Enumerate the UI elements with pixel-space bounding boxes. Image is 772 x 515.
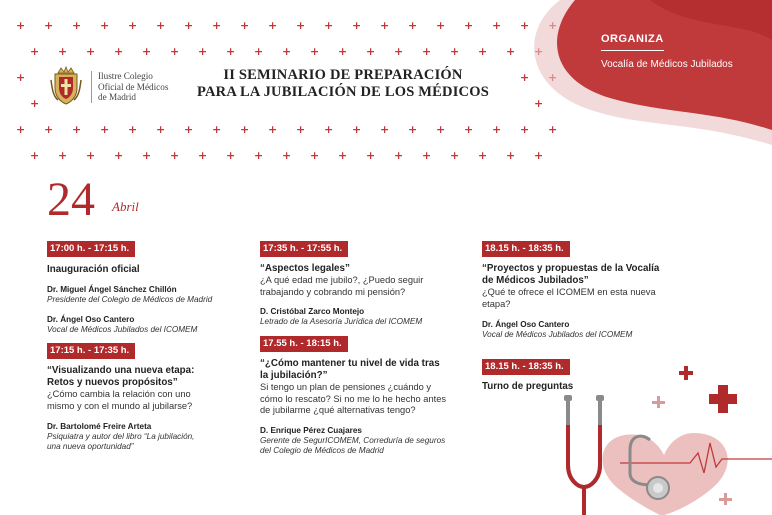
cross-decoration: +	[282, 149, 292, 162]
cross-decoration: +	[310, 149, 320, 162]
institution-line: Ilustre Colegio	[98, 71, 153, 81]
speaker-role: Presidente del Colegio de Médicos de Madrid	[47, 295, 213, 304]
cross-decoration: +	[212, 19, 222, 32]
cross-decoration: +	[520, 123, 530, 136]
cross-decoration: +	[310, 45, 320, 58]
cross-decoration: +	[436, 123, 446, 136]
cross-decoration: +	[86, 45, 96, 58]
cross-decoration: +	[464, 19, 474, 32]
cross-decoration: +	[72, 123, 82, 136]
session-description: etapa?	[482, 298, 511, 309]
session-description: trabajando y cobrando mi pensión?	[260, 286, 406, 297]
organizer-label: ORGANIZA	[601, 33, 664, 51]
session-description: Si tengo un plan de pensiones ¿cuándo y	[260, 382, 432, 392]
cross-decoration: +	[156, 19, 166, 32]
speaker-role: una nueva oportunidad”	[47, 442, 134, 451]
cross-decoration: +	[128, 19, 138, 32]
session-time: 17:15 h. - 17:35 h.	[47, 343, 135, 359]
cross-decoration: +	[380, 123, 390, 136]
cross-decoration: +	[268, 123, 278, 136]
coat-of-arms-icon	[49, 66, 83, 106]
seminar-title	[178, 67, 508, 101]
cross-decoration: +	[506, 45, 516, 58]
cross-decoration: +	[408, 19, 418, 32]
organizer-name: Vocalía de Médicos Jubilados	[601, 59, 733, 70]
session-title: la jubilación?”	[260, 370, 328, 381]
cross-decoration: +	[184, 19, 194, 32]
speaker	[482, 320, 692, 340]
cross-decoration: +	[520, 19, 530, 32]
cross-decoration: +	[114, 45, 124, 58]
cross-decoration: +	[184, 123, 194, 136]
cross-decoration: +	[170, 149, 180, 162]
cross-decoration: +	[142, 45, 152, 58]
cross-decoration: +	[128, 123, 138, 136]
session-description: cómo lo rescato? Si no me lo he hecho antes	[260, 393, 447, 404]
speaker-role: Letrado de la Asesoría Jurídica del ICOMEM	[260, 317, 423, 326]
cross-decoration: +	[534, 97, 544, 110]
cross-decoration: +	[30, 97, 40, 110]
speaker-name: Dr. Ángel Oso Cantero	[47, 315, 135, 324]
cross-decoration: +	[226, 149, 236, 162]
cross-decoration: +	[352, 123, 362, 136]
cross-decoration: +	[478, 149, 488, 162]
title-line: PARA LA JUBILACIÓN DE LOS MÉDICOS	[197, 84, 489, 100]
speaker-name: Dr. Bartolomé Freire Arteta	[47, 422, 152, 431]
cross-decoration: +	[212, 123, 222, 136]
cross-decoration: +	[30, 45, 40, 58]
cross-decoration: +	[58, 149, 68, 162]
cross-decoration: +	[394, 45, 404, 58]
speaker-role: del Colegio de Médicos de Madrid	[260, 445, 384, 455]
title-line: II SEMINARIO DE PREPARACIÓN	[223, 67, 463, 83]
cross-decoration: +	[352, 19, 362, 32]
cross-decoration: +	[534, 149, 544, 162]
session-title: “Proyectos y propuestas de la Vocalía	[482, 263, 660, 274]
session-title: Inauguración oficial	[47, 264, 140, 275]
cross-decoration: +	[450, 149, 460, 162]
organizer-block	[601, 33, 733, 70]
session-block	[482, 238, 692, 340]
cross-decoration: +	[198, 45, 208, 58]
cross-decoration: +	[436, 19, 446, 32]
cross-decoration: +	[450, 45, 460, 58]
cross-decoration: +	[226, 45, 236, 58]
cross-decoration: +	[366, 149, 376, 162]
cross-decoration: +	[114, 149, 124, 162]
cross-decoration: +	[408, 123, 418, 136]
institution-name	[98, 71, 168, 103]
cross-decoration: +	[254, 149, 264, 162]
speaker	[260, 307, 475, 327]
session-description: ¿Qué te ofrece el ICOMEM en esta nueva	[482, 287, 656, 297]
cross-decoration: +	[268, 19, 278, 32]
session-title: “¿Cómo mantener tu nivel de vida tras	[260, 358, 440, 369]
cross-decoration: +	[478, 45, 488, 58]
cross-decoration: +	[142, 149, 152, 162]
session-description: mismo y con el mundo al jubilarse?	[47, 400, 193, 411]
cross-decoration: +	[492, 123, 502, 136]
cross-decoration: +	[520, 71, 530, 84]
speaker-name: D. Enrique Pérez Cuajares	[260, 425, 362, 435]
cross-decoration: +	[240, 123, 250, 136]
session-time: 17:35 h. - 17:55 h.	[260, 241, 348, 257]
cross-decoration: +	[324, 19, 334, 32]
cross-decoration: +	[338, 149, 348, 162]
speaker	[47, 315, 247, 335]
session-time: 17.55 h. - 18:15 h.	[260, 336, 348, 352]
session-block	[260, 333, 475, 456]
cross-decoration: +	[380, 19, 390, 32]
cross-decoration: +	[366, 45, 376, 58]
session-block	[260, 238, 475, 327]
speaker-role: Vocal de Médicos Jubilados del ICOMEM	[47, 325, 198, 334]
stethoscope-heart-icon	[560, 355, 772, 515]
cross-decoration: +	[100, 19, 110, 32]
event-day: 24	[47, 173, 95, 226]
speaker	[47, 422, 247, 452]
session-title: Turno de preguntas	[482, 381, 574, 392]
cross-decoration: +	[72, 19, 82, 32]
cross-decoration: +	[198, 149, 208, 162]
session-title: “Aspectos legales”	[260, 263, 350, 274]
session-title: Retos y nuevos propósitos”	[47, 377, 178, 388]
cross-decoration: +	[44, 19, 54, 32]
session-time: 18.15 h. - 18:35 h.	[482, 359, 570, 375]
cross-decoration: +	[30, 149, 40, 162]
event-month: Abril	[112, 199, 139, 214]
cross-decoration: +	[170, 45, 180, 58]
cross-decoration: +	[464, 123, 474, 136]
cross-decoration: +	[16, 71, 26, 84]
speaker-name: D. Cristóbal Zarco Montejo	[260, 307, 365, 316]
speaker-role: Psiquiatra y autor del libro “La jubilación,	[47, 432, 195, 441]
cross-decoration: +	[422, 149, 432, 162]
session-block	[47, 340, 247, 452]
speaker-role: Gerente de SegurICOMEM, Correduría de seguros	[260, 435, 446, 445]
speaker-role: Vocal de Médicos Jubilados del ICOMEM	[482, 330, 633, 339]
cross-decoration: +	[394, 149, 404, 162]
cross-decoration: +	[492, 19, 502, 32]
session-time: 17:00 h. - 17:15 h.	[47, 241, 135, 257]
session-description: ¿Cómo cambia la relación con uno	[47, 389, 191, 399]
cross-decoration: +	[282, 45, 292, 58]
speaker	[47, 285, 247, 305]
cross-decoration: +	[86, 149, 96, 162]
speaker-name: Dr. Ángel Oso Cantero	[482, 320, 570, 329]
session-title: “Visualizando una nueva etapa:	[47, 365, 195, 376]
cross-decoration: +	[100, 123, 110, 136]
cross-decoration: +	[156, 123, 166, 136]
session-time: 18.15 h. - 18:35 h.	[482, 241, 570, 257]
cross-decoration: +	[58, 45, 68, 58]
speaker-name: Dr. Miguel Ángel Sánchez Chillón	[47, 285, 177, 294]
cross-decoration: +	[16, 123, 26, 136]
logo-divider	[91, 71, 92, 103]
institution-line: Oficial de Médicos	[98, 81, 169, 92]
institution-line: de Madrid	[98, 92, 137, 102]
cross-decoration: +	[548, 123, 558, 136]
cross-decoration: +	[16, 19, 26, 32]
cross-decoration: +	[324, 123, 334, 136]
speaker	[260, 426, 475, 456]
session-description: de jubilarme ¿qué alternativas tengo?	[260, 405, 416, 415]
session-description: ¿A qué edad me jubilo?, ¿Puedo seguir	[260, 275, 424, 285]
cross-decoration: +	[296, 123, 306, 136]
cross-decoration: +	[506, 149, 516, 162]
session-block	[47, 238, 247, 335]
cross-decoration: +	[422, 45, 432, 58]
cross-decoration: +	[240, 19, 250, 32]
cross-decoration: +	[44, 123, 54, 136]
cross-decoration: +	[296, 19, 306, 32]
cross-decoration: +	[254, 45, 264, 58]
session-title: de Médicos Jubilados”	[482, 275, 589, 286]
cross-decoration: +	[338, 45, 348, 58]
